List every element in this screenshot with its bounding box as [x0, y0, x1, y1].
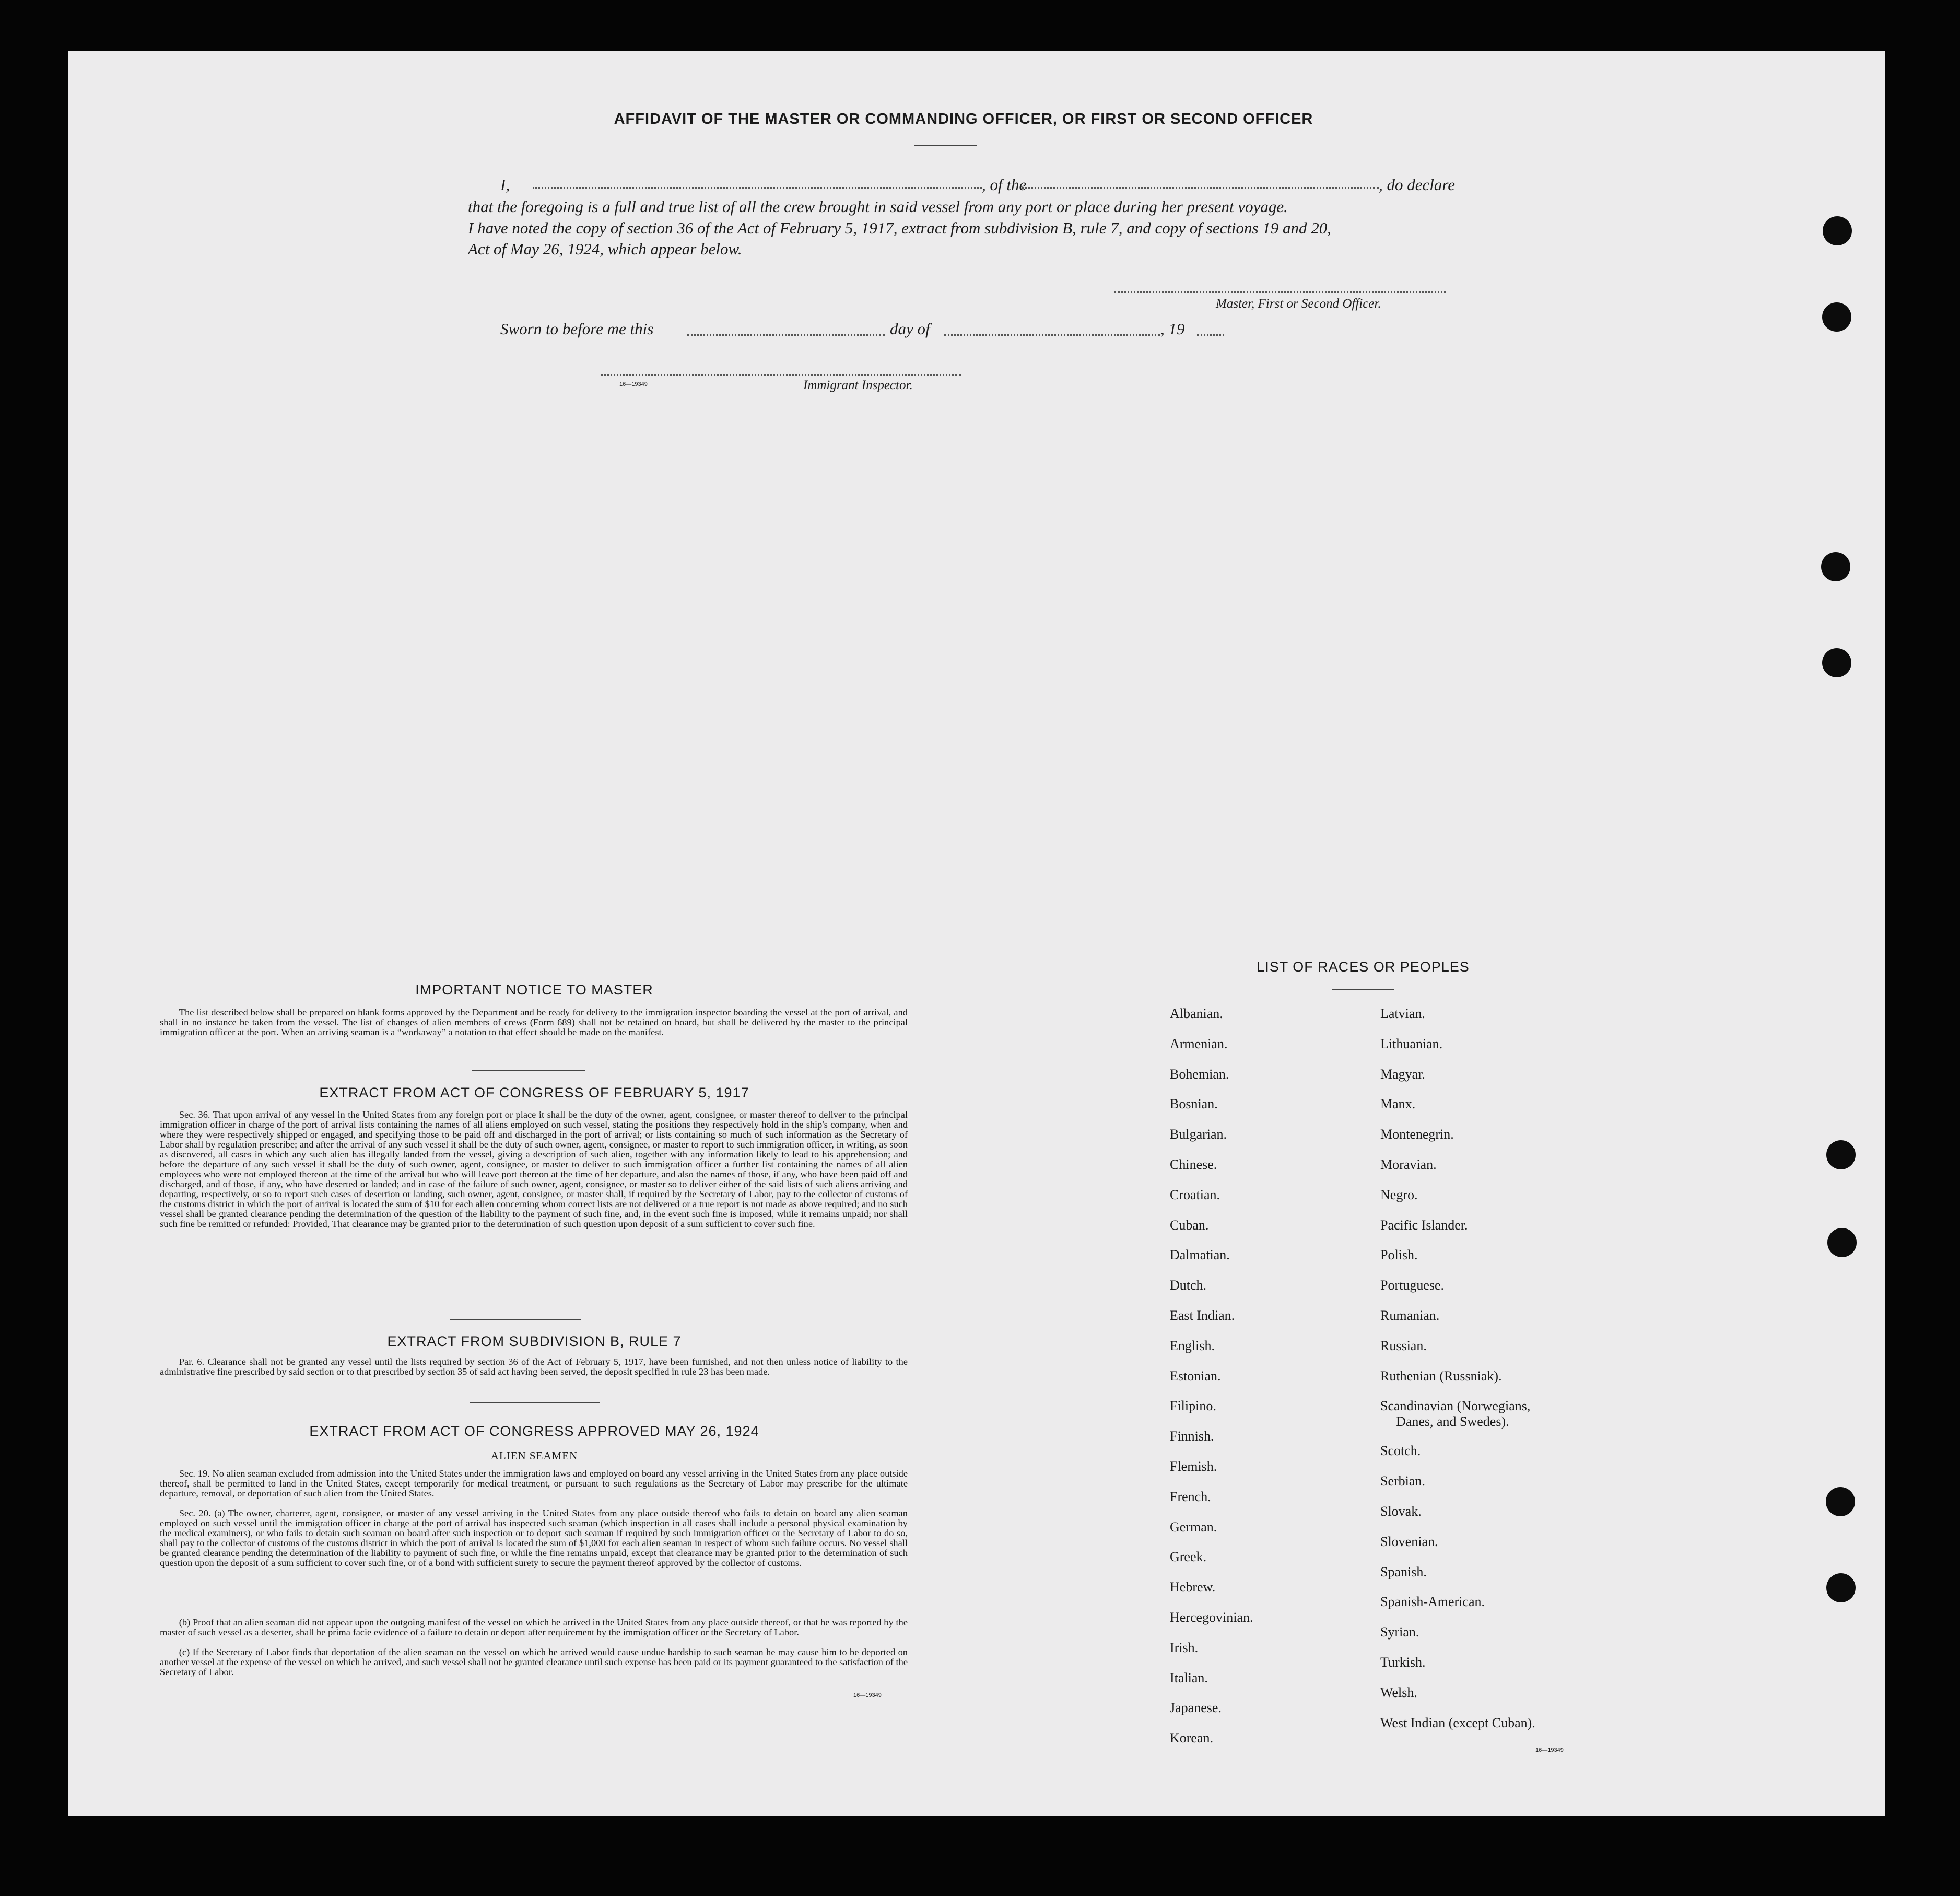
race-item: German.: [1170, 1519, 1217, 1535]
race-item: Japanese.: [1170, 1700, 1222, 1716]
master-signature-line[interactable]: [1114, 291, 1446, 293]
race-item: Ruthenian (Russniak).: [1380, 1368, 1502, 1384]
subdivision-b-divider: [470, 1402, 600, 1403]
sworn-date-blank[interactable]: [687, 334, 885, 336]
race-item: Turkish.: [1380, 1654, 1426, 1670]
race-item: Syrian.: [1380, 1624, 1419, 1640]
race-item: Cuban.: [1170, 1217, 1209, 1233]
race-item: Spanish-American.: [1380, 1594, 1485, 1610]
alien-seamen-subtitle: ALIEN SEAMEN: [490, 1449, 578, 1462]
race-item: Hebrew.: [1170, 1579, 1216, 1595]
races-divider: [1332, 989, 1394, 990]
race-item: Moravian.: [1380, 1156, 1437, 1172]
race-item: Korean.: [1170, 1730, 1214, 1746]
race-item: Rumanian.: [1380, 1307, 1440, 1323]
race-item: Estonian.: [1170, 1368, 1221, 1384]
race-item: Greek.: [1170, 1549, 1207, 1565]
punch-hole: [1826, 1573, 1856, 1602]
race-item: Portuguese.: [1380, 1278, 1445, 1293]
sworn-label: Sworn to before me this: [500, 320, 654, 338]
race-item: Russian.: [1380, 1338, 1427, 1353]
race-item: Scotch.: [1380, 1443, 1421, 1459]
race-item: Welsh.: [1380, 1684, 1417, 1700]
race-item: Hercegovinian.: [1170, 1609, 1253, 1625]
punch-hole: [1822, 648, 1851, 677]
sec-19-text: Sec. 19. No alien seaman excluded from admission into the United States under the immigration laws and employed on board any vessel arriving in the United States from any place outside thereof, shall be permitted to land in the United States, except temporarily for medical treatment, or pursuant to such regulations as the Secretary of Labor may prescribe for the ultimate departure, removal, or deportation of such alien from the United States.: [160, 1468, 908, 1499]
race-item: Magyar.: [1380, 1066, 1425, 1082]
race-item: [1380, 1398, 1535, 1443]
race-item: Irish.: [1170, 1640, 1199, 1655]
extract-1917-text: Sec. 36. That upon arrival of any vessel in the United States from any foreign port or place it shall be the duty of the owner, agent, consignee, or master thereof to deliver to the principal immigration officer in charge of the port of arrival lists containing the names of all aliens employed on such vessel, stating the positions they respectively hold in the ship's company, when and where they were respectively shipped or engaged, and specifying those to be paid off and discharged in the port of arrival; or lists containing so much of such information as the Secretary of Labor shall by regulation prescribe; and after the arrival of any such vessel it shall be the duty of such owner, agent, consignee, or master to report to such immigration officer, in writing, as soon as discovered, all cases in which any such alien has illegally landed from the vessel, giving a description of such alien, together with any information likely to lead to his apprehension; and before the departure of any such vessel it shall be the duty of such owner, agent, consignee, or master to deliver to such immigration officer a further list containing the names of all alien employees who were not employed thereon at the time of the arrival but who will leave port thereon at the time of her departure, and also the names of those, if any, who have been paid off and discharged, and of those, if any, who have deserted or landed; and in case of the failure of such owner, agent, consignee, or master so to deliver either of the said lists of such aliens arriving and departing, respectively, or so to report such cases of desertion or landing, such owner, agent, consignee, or master shall, if required by the Secretary of Labor, pay to the collector of customs of the customs district in which the port of arrival is located the sum of $10 for each alien concerning whom correct lists are not delivered or a true report is not made as above required; and no such vessel shall be granted clearance pending the determination of the question of the liability to the payment of such fine, and, in the event such fine is imposed, while it remains unpaid; nor shall such fine be remitted or refunded: Provided, That clearance may be granted prior to the determination of such question upon deposit of a sum sufficient to cover such fine.: [160, 1109, 908, 1229]
race-item: Chinese.: [1170, 1156, 1217, 1172]
race-item: Italian.: [1170, 1670, 1208, 1686]
affidavit-line-2: that the foregoing is a full and true list of all the crew brought in said vessel from any port or place during her present voyage.: [468, 197, 1288, 216]
race-item: Bohemian.: [1170, 1066, 1229, 1082]
race-item: Flemish.: [1170, 1458, 1217, 1474]
race-item: West Indian (except Cuban).: [1380, 1715, 1535, 1730]
race-item: Negro.: [1380, 1187, 1418, 1202]
notice-title: IMPORTANT NOTICE TO MASTER: [415, 982, 653, 998]
form-number: 16—19349: [619, 381, 648, 388]
extract-1917-divider: [450, 1319, 581, 1320]
race-item-continuation: Danes, and Swedes).: [1396, 1414, 1509, 1430]
extract-1924-title: EXTRACT FROM ACT OF CONGRESS APPROVED MAY 26, 1924: [309, 1423, 759, 1439]
race-item: Polish.: [1380, 1247, 1418, 1263]
sec-20a-text: Sec. 20. (a) The owner, charterer, agent, consignee, or master of any vessel arriving in the United States from any place outside thereof who fails to detain on board any alien seaman employed on such vessel until the immigration officer in charge at the port of arrival has inspected such seaman (which inspection in all cases shall include a personal physical examination by the medical examiners), or who fails to detain such seaman on board after such inspection or to deport such seaman if required by such immigration officer or the Secretary of Labor to do so, shall pay to the collector of customs of the customs district in which the port of arrival is located the sum of $1,000 for each alien seaman in respect of whom such failure occurs. No vessel shall be granted clearance pending the determination of the liability to payment of such fine, or while the fine remains unpaid, except that clearance may be granted prior to the determination of such question upon the deposit of a sum sufficient to cover such fine, or of a bond with sufficient surety to secure the payment thereof approved by the collector of customs.: [160, 1508, 908, 1568]
race-item: French.: [1170, 1489, 1211, 1504]
punch-hole: [1826, 1140, 1856, 1169]
race-item: Armenian.: [1170, 1036, 1228, 1051]
race-item: Pacific Islander.: [1380, 1217, 1468, 1233]
notice-divider: [472, 1070, 585, 1071]
race-item: Dutch.: [1170, 1278, 1207, 1293]
race-item: Bulgarian.: [1170, 1127, 1227, 1142]
race-item: English.: [1170, 1338, 1215, 1353]
form-number: 16—19349: [853, 1692, 882, 1699]
races-left-column: [1170, 1006, 1253, 1761]
punch-hole: [1822, 302, 1851, 332]
day-of-label: day of: [890, 320, 930, 338]
affidavit-of-the: , of the: [982, 175, 1027, 194]
inspector-label: Immigrant Inspector.: [803, 378, 913, 392]
race-item: Slovak.: [1380, 1503, 1422, 1519]
vessel-blank[interactable]: [1022, 187, 1379, 189]
races-title: LIST OF RACES OR PEOPLES: [1257, 959, 1470, 975]
subdivision-b-title: EXTRACT FROM SUBDIVISION B, RULE 7: [387, 1333, 682, 1349]
race-item: Latvian.: [1380, 1006, 1425, 1021]
master-signature-label: Master, First or Second Officer.: [1216, 297, 1381, 311]
race-item: Filipino.: [1170, 1398, 1216, 1414]
subdivision-b-text: Par. 6. Clearance shall not be granted any vessel until the lists required by section 36 of the Act of February 5, 1917, have been furnished, and not then unless notice of liability to the administrative fine prescribed by said section or to that prescribed by section 35 of said act having been served, the deposit specified in rule 23 has been made.: [160, 1356, 908, 1377]
year-blank[interactable]: [1197, 334, 1224, 336]
races-right-column: [1380, 1006, 1535, 1745]
race-item: Dalmatian.: [1170, 1247, 1230, 1263]
race-item: Bosnian.: [1170, 1096, 1218, 1112]
race-item: East Indian.: [1170, 1307, 1235, 1323]
month-blank[interactable]: [944, 334, 1160, 336]
race-item: Slovenian.: [1380, 1534, 1438, 1549]
affidavit-line-4: Act of May 26, 1924, which appear below.: [468, 240, 742, 258]
race-item: Montenegrin.: [1380, 1127, 1454, 1142]
race-item: Lithuanian.: [1380, 1036, 1443, 1051]
race-item: Manx.: [1380, 1096, 1416, 1112]
punch-hole: [1821, 552, 1850, 581]
notice-text: The list described below shall be prepared on blank forms approved by the Department and be ready for delivery to the immigration inspector boarding the vessel at the port of arrival, and shall in no instance be taken from the vessel. The list of changes of alien members of crews (Form 689) shall not be retained on board, but shall be delivered by the master to the principal immigration officer at the port. When an arriving seaman is a “workaway” a notation to that effect should be made on the manifest.: [160, 1007, 908, 1037]
punch-hole: [1823, 216, 1852, 245]
race-item: Albanian.: [1170, 1006, 1223, 1021]
punch-hole: [1826, 1487, 1855, 1516]
name-blank[interactable]: [533, 187, 982, 189]
affidavit-title: AFFIDAVIT OF THE MASTER OR COMMANDING OFFICER, OR FIRST OR SECOND OFFICER: [614, 111, 1313, 127]
race-item-label: Scandinavian (Norwegians,: [1380, 1398, 1531, 1414]
form-number: 16—19349: [1535, 1747, 1564, 1753]
race-item: Spanish.: [1380, 1564, 1427, 1579]
affidavit-do-declare: , do declare: [1379, 175, 1456, 194]
sec-20c-text: (c) If the Secretary of Labor finds that deportation of the alien seaman on the vessel on which he arrived would cause undue hardship to such seaman he may cause him to be deported on another vessel at the expense of the vessel on which he arrived, and such vessel shall not be granted clearance until such expense has been paid or its payment guaranteed to the satisfaction of the Secretary of Labor.: [160, 1647, 908, 1677]
extract-1917-title: EXTRACT FROM ACT OF CONGRESS OF FEBRUARY 5, 1917: [319, 1085, 749, 1101]
punch-hole: [1827, 1228, 1857, 1257]
affidavit-i-label: I,: [500, 175, 510, 194]
race-item: Finnish.: [1170, 1429, 1214, 1444]
year-label: , 19: [1160, 320, 1185, 338]
sec-20b-text: (b) Proof that an alien seaman did not appear upon the outgoing manifest of the vessel on which he arrived in the United States from any place outside thereof, or that he was reported by the master of such vessel as a deserter, shall be prima facie evidence of a failure to detain or deport after requirement by the immigration officer or the Secretary of Labor.: [160, 1617, 908, 1637]
title-divider: [914, 145, 977, 146]
race-item: Serbian.: [1380, 1473, 1425, 1489]
affidavit-line-3: I have noted the copy of section 36 of the Act of February 5, 1917, extract from subdivision B, rule 7, and copy of sections 19 and 20,: [468, 219, 1332, 237]
race-item: Croatian.: [1170, 1187, 1220, 1202]
inspector-signature-line[interactable]: [601, 374, 961, 376]
